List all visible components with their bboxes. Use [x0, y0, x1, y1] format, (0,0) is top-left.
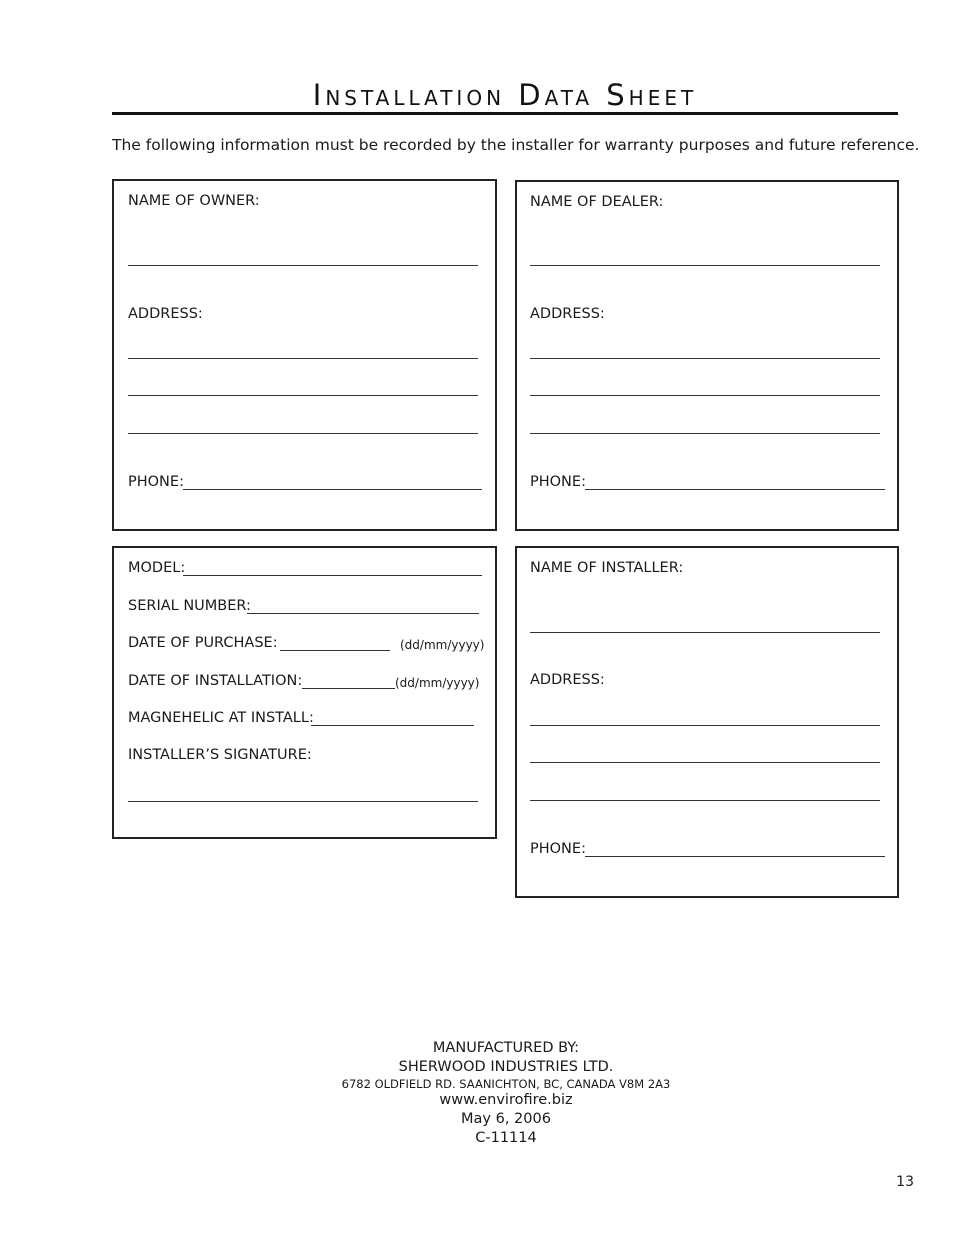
owner-box [112, 179, 497, 531]
dealer-phone-label: PHONE: [530, 474, 586, 490]
dealer-address-label: ADDRESS: [530, 306, 605, 322]
footer-doc-code: C-11114 [475, 1130, 537, 1146]
serial-number-label: SERIAL NUMBER: [128, 598, 251, 614]
owner-phone-field[interactable] [183, 489, 482, 490]
installer-name-label: NAME OF INSTALLER: [530, 560, 684, 576]
footer-address: 6782 OLDFIELD RD. SAANICHTON, BC, CANADA V8M 2A3 [341, 1077, 671, 1091]
footer-date: May 6, 2006 [461, 1111, 551, 1127]
date-of-installation-label: DATE OF INSTALLATION: [128, 673, 303, 689]
product-box [112, 546, 497, 839]
intro-text: The following information must be recorded by the installer for warranty purposes and future reference. [112, 136, 920, 154]
installer-address-line-1[interactable] [530, 725, 880, 726]
dealer-name-field[interactable] [530, 265, 880, 266]
owner-name-label: NAME OF OWNER: [128, 193, 260, 209]
date-of-purchase-label: DATE OF PURCHASE: [128, 635, 278, 651]
model-field[interactable] [183, 575, 482, 576]
owner-address-label: ADDRESS: [128, 306, 203, 322]
title-underline [112, 112, 898, 115]
installer-phone-field[interactable] [585, 856, 885, 857]
installer-phone-label: PHONE: [530, 841, 586, 857]
date-of-installation-field[interactable] [302, 688, 395, 689]
dealer-box [515, 180, 899, 531]
model-label: MODEL: [128, 560, 186, 576]
owner-name-field[interactable] [128, 265, 478, 266]
magnehelic-field[interactable] [311, 725, 474, 726]
installer-signature-label: INSTALLER’S SIGNATURE: [128, 747, 312, 763]
installer-signature-field[interactable] [128, 801, 478, 802]
owner-address-line-2[interactable] [128, 395, 478, 396]
owner-address-line-3[interactable] [128, 433, 478, 434]
owner-address-line-1[interactable] [128, 358, 478, 359]
dealer-address-line-1[interactable] [530, 358, 880, 359]
installer-address-line-3[interactable] [530, 800, 880, 801]
magnehelic-label: MAGNEHELIC AT INSTALL: [128, 710, 314, 726]
installer-name-field[interactable] [530, 632, 880, 633]
dealer-address-line-2[interactable] [530, 395, 880, 396]
dealer-phone-field[interactable] [585, 489, 885, 490]
footer-company: SHERWOOD INDUSTRIES LTD. [398, 1059, 614, 1075]
date-of-installation-format: (dd/mm/yyyy) [395, 676, 480, 690]
installer-address-line-2[interactable] [530, 762, 880, 763]
installer-box [515, 546, 899, 898]
installer-address-label: ADDRESS: [530, 672, 605, 688]
dealer-address-line-3[interactable] [530, 433, 880, 434]
footer-manufactured-by: MANUFACTURED BY: [432, 1040, 580, 1056]
dealer-name-label: NAME OF DEALER: [530, 194, 664, 210]
footer-website: www.envirofire.biz [439, 1092, 573, 1108]
serial-number-field[interactable] [247, 613, 479, 614]
date-of-purchase-field[interactable] [280, 650, 390, 651]
page-title: Installation Data Sheet [312, 78, 698, 112]
date-of-purchase-format: (dd/mm/yyyy) [400, 638, 485, 652]
page-number: 13 [896, 1174, 914, 1190]
owner-phone-label: PHONE: [128, 474, 184, 490]
